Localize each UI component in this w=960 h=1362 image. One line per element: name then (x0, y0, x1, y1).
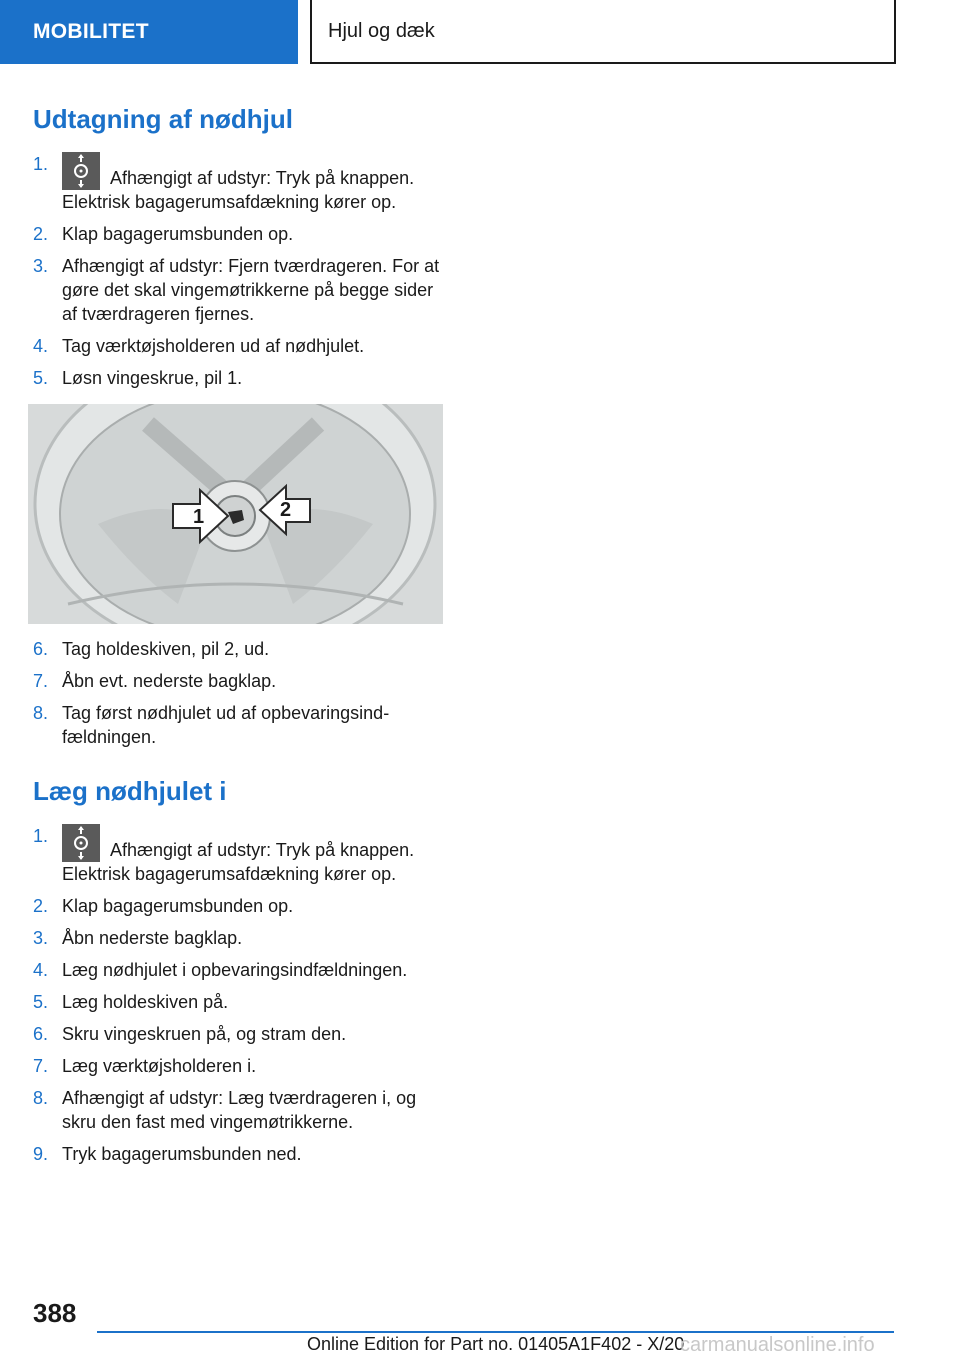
insert-steps-list (33, 824, 443, 1174)
list-item: 5. Læg holdeskiven på. (33, 992, 229, 1012)
list-item: 5. Løsn vingeskrue, pil 1. (33, 368, 243, 388)
chapter-title: Hjul og dæk (310, 0, 896, 64)
section-title-remove-spare: Udtagning af nødhjul (33, 104, 293, 134)
list-item: 4. Tag værktøjsholderen ud af nødhjulet. (33, 336, 365, 356)
arrow-label-2: 2 (280, 499, 292, 521)
list-item: 4. Læg nødhjulet i opbevaringsindfældningen. (33, 960, 408, 980)
spare-wheel-illustration (28, 404, 443, 624)
trunk-cover-button-icon (62, 824, 100, 862)
watermark: carmanualsonline.info (680, 1334, 875, 1356)
list-item: 2. Klap bagagerumsbunden op. (33, 224, 294, 244)
list-item: 2. Klap bagagerumsbunden op. (33, 896, 294, 916)
list-item: 3. Åbn nederste bagklap. (33, 928, 243, 948)
list-item: 1. Afhængigt af udstyr: Tryk på knappen. Elektrisk bagagerumsafdækning kører op. (33, 154, 415, 212)
list-item: 1. Afhængigt af udstyr: Tryk på knappen. Elektrisk bagagerumsafdækning kører op. (33, 826, 415, 884)
list-item: 6. Skru vingeskruen på, og stram den. (33, 1024, 347, 1044)
page-number: 388 (33, 1298, 77, 1328)
list-item: 7. Åbn evt. nederste bagklap. (33, 671, 277, 691)
list-item: 7. Læg værktøjsholderen i. (33, 1056, 257, 1076)
list-item: 9. Tryk bagagerumsbunden ned. (33, 1144, 302, 1164)
arrow-label-1: 1 (193, 506, 205, 528)
trunk-cover-button-icon (62, 152, 100, 190)
remove-steps-list (33, 152, 443, 398)
footer-divider (97, 1331, 894, 1333)
edition-text: Online Edition for Part no. 01405A1F402 - X/20 (307, 1334, 685, 1354)
list-item: 6. Tag holdeskiven, pil 2, ud. (33, 639, 270, 659)
list-item: 8. Afhængigt af udstyr: Læg tværdrageren i, og skru den fast med vingemøtrikkerne. (33, 1088, 417, 1132)
section-title-insert-spare: Læg nødhjulet i (33, 776, 227, 806)
list-item: 8. Tag først nødhjulet ud af opbevaringsindfældningen. (33, 703, 390, 747)
list-item: 3. Afhængigt af udstyr: Fjern tværdrageren. For at gøre det skal vingemøtrikkerne på begge sider af tværdrageren fjernes. (33, 256, 440, 324)
section-tab: MOBILITET (0, 0, 298, 64)
remove-steps-list-continued (33, 637, 443, 757)
